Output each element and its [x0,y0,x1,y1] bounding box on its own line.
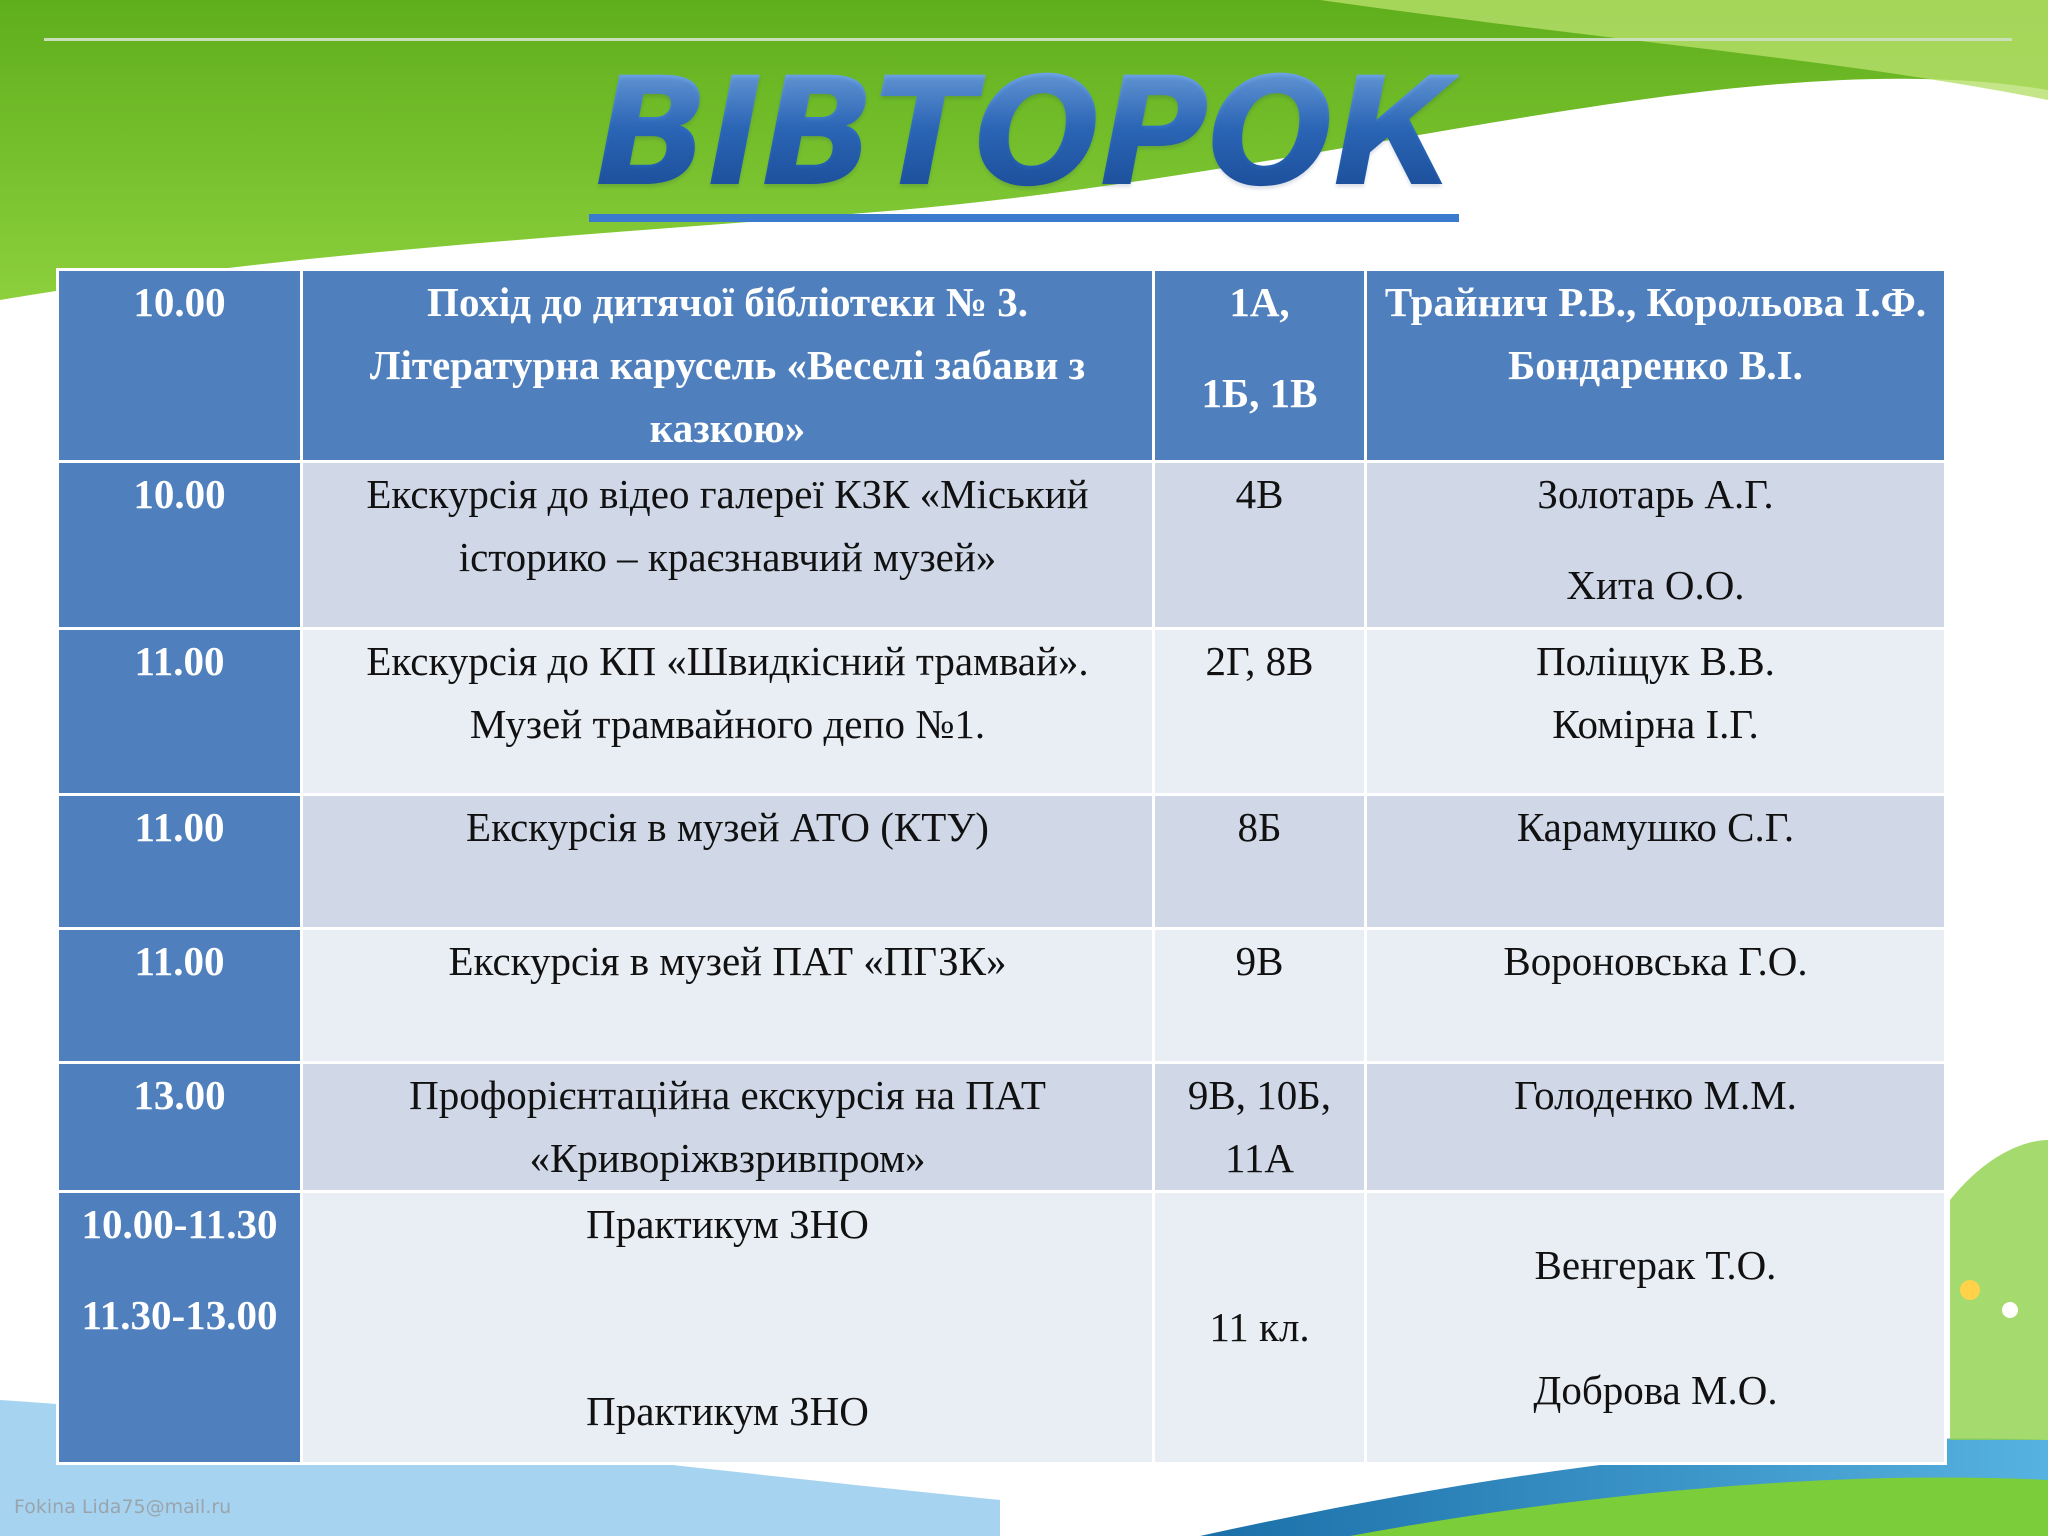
teachers-cell: Золотарь А.Г. Хита О.О. [1366,462,1946,629]
table-row [58,1192,1946,1464]
event-cell: Екскурсія до відео галереї КЗК «Міський історико – краєзнавчий музей» [302,462,1154,629]
classes-cell: 1А, 1Б, 1В [1154,270,1366,462]
time-cell: 10.00 [58,270,302,462]
time-cell: 10.00-11.30 11.30-13.00 [58,1192,302,1464]
table-row [58,929,1946,1063]
teachers-cell: Венгерак Т.О. Доброва М.О. [1366,1192,1946,1464]
classes-cell: 4В [1154,462,1366,629]
schedule-table [56,268,1947,1465]
event-cell: Екскурсія в музей АТО (КТУ) [302,795,1154,929]
classes-cell: 2Г, 8В [1154,629,1366,795]
time-cell: 11.00 [58,629,302,795]
classes-cell: 9В, 10Б, 11А [1154,1063,1366,1192]
frame-line [44,38,2012,41]
page-title-text: ВІВТОРОК [589,58,1459,222]
teachers-cell: Вороновська Г.О. [1366,929,1946,1063]
teachers-cell: Карамушко С.Г. [1366,795,1946,929]
time-cell: 11.00 [58,795,302,929]
time-cell: 13.00 [58,1063,302,1192]
classes-cell: 8Б [1154,795,1366,929]
table-row [58,629,1946,795]
teachers-cell: Трайнич Р.В., Корольова І.Ф. Бондаренко В.І. [1366,270,1946,462]
event-cell: Екскурсія в музей ПАТ «ПГЗК» [302,929,1154,1063]
event-cell: Профорієнтаційна екскурсія на ПАТ «Криворіжвзривпром» [302,1063,1154,1192]
table-row [58,270,1946,462]
teachers-cell: Голоденко М.М. [1366,1063,1946,1192]
event-cell: Екскурсія до КП «Швидкісний трамвай». Музей трамвайного депо №1. [302,629,1154,795]
page-title [0,46,2048,222]
time-cell: 10.00 [58,462,302,629]
classes-cell: 11 кл. [1154,1192,1366,1464]
time-cell: 11.00 [58,929,302,1063]
event-cell: Практикум ЗНО Практикум ЗНО [302,1192,1154,1464]
classes-cell: 9В [1154,929,1366,1063]
table-row [58,1063,1946,1192]
table-row [58,795,1946,929]
event-cell: Похід до дитячої бібліотеки № 3. Літературна карусель «Веселі забави з казкою» [302,270,1154,462]
footer-watermark: Fokina Lida75@mail.ru [14,1496,232,1518]
teachers-cell: Поліщук В.В. Комірна І.Г. [1366,629,1946,795]
table-row [58,462,1946,629]
